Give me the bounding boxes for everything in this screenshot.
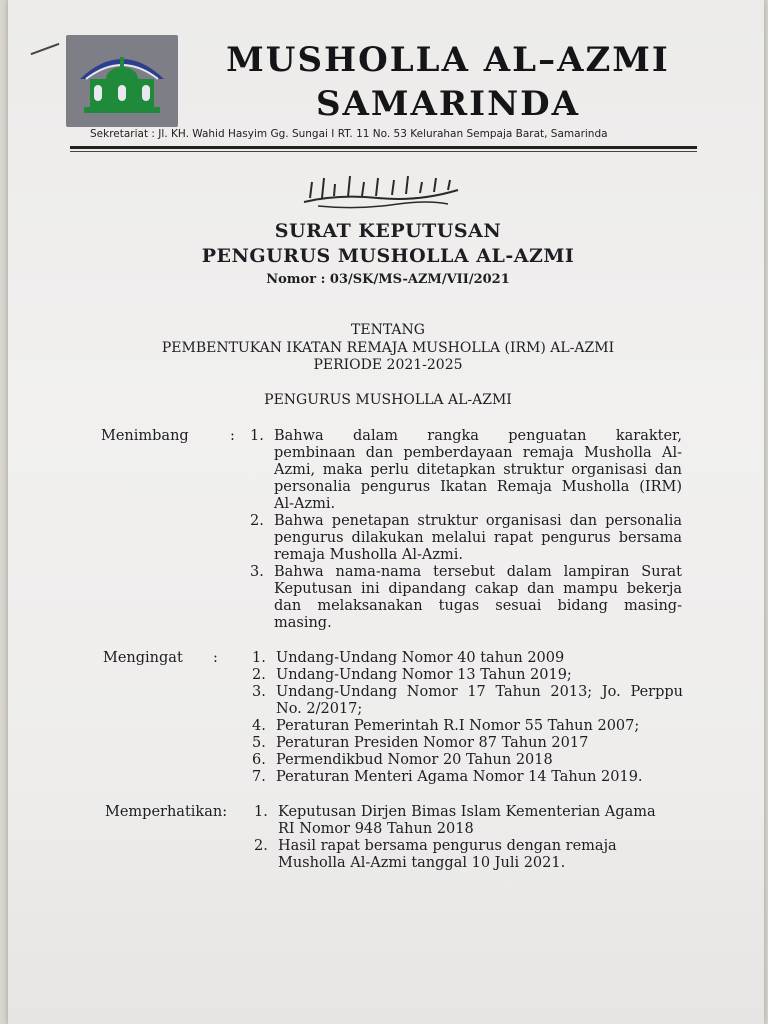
memperhatikan-item-line: Hasil rapat bersama pengurus dengan remaja — [278, 838, 617, 854]
mengingat-item-number: 7. — [252, 769, 266, 785]
menimbang-item-line: Keputusan ini dipandang cakap dan mampu bekerja — [274, 581, 682, 597]
mengingat-item-line: Peraturan Pemerintah R.I Nomor 55 Tahun 2007; — [276, 718, 640, 734]
mengingat-item-line: Permendikbud Nomor 20 Tahun 2018 — [276, 752, 553, 768]
menimbang-label: Menimbang — [101, 428, 189, 444]
org-name-line2: SAMARINDA — [315, 84, 581, 124]
mengingat-item-line: No. 2/2017; — [276, 701, 363, 717]
mengingat-item-number: 1. — [252, 650, 266, 666]
memperhatikan-label: Memperhatikan: — [105, 804, 228, 820]
mengingat-item-number: 6. — [252, 752, 266, 768]
musholla-logo — [66, 35, 178, 127]
menimbang-item-line: remaja Musholla Al-Azmi. — [274, 547, 463, 563]
decree-title: SURAT KEPUTUSAN — [274, 220, 502, 242]
memperhatikan-item-number: 1. — [254, 804, 268, 820]
mengingat-item-line: Undang-Undang Nomor 13 Tahun 2019; — [276, 667, 572, 683]
menimbang-item-line: Bahwa penetapan struktur organisasi dan personalia — [274, 513, 682, 529]
mengingat-item-line: Undang-Undang Nomor 40 tahun 2009 — [276, 650, 565, 666]
menimbang-item-number: 2. — [250, 513, 264, 529]
mengingat-colon: : — [213, 650, 218, 666]
menimbang-item-line: pengurus dilakukan melalui rapat pengurus bersama — [274, 530, 682, 546]
decree-number: Nomor : 03/SK/MS-AZM/VII/2021 — [266, 272, 510, 287]
staple-mark — [31, 43, 60, 55]
letterhead-rule-thick — [70, 146, 697, 149]
org-name-line1: MUSHOLLA AL–AZMI — [226, 40, 670, 80]
letterhead-rule-thin — [70, 151, 697, 152]
menimbang-item-line: masing. — [274, 615, 332, 631]
mengingat-item-number: 2. — [252, 667, 266, 683]
memperhatikan-item-line: RI Nomor 948 Tahun 2018 — [278, 821, 474, 837]
menimbang-item-number: 1. — [250, 428, 264, 444]
menimbang-item-line: Bahwa nama-nama tersebut dalam lampiran Surat — [274, 564, 682, 580]
document-page — [8, 0, 764, 1024]
menimbang-item-line: dan melaksanakan tugas sesuai bidang masing- — [274, 598, 682, 614]
about-heading: TENTANG — [351, 322, 425, 338]
issuer-heading: PENGURUS MUSHOLLA AL-AZMI — [264, 392, 512, 408]
subject-line-2: PERIODE 2021-2025 — [313, 357, 463, 373]
memperhatikan-item-number: 2. — [254, 838, 268, 854]
memperhatikan-item-line: Musholla Al-Azmi tanggal 10 Juli 2021. — [278, 855, 566, 871]
mengingat-item-line: Undang-Undang Nomor 17 Tahun 2013; Jo. Perppu — [276, 684, 683, 700]
decree-issuer-title: PENGURUS MUSHOLLA AL-AZMI — [201, 245, 575, 267]
mengingat-item-line: Peraturan Menteri Agama Nomor 14 Tahun 2019. — [276, 769, 643, 785]
menimbang-item-line: pembinaan dan pemberdayaan remaja Musholla Al- — [274, 445, 682, 461]
secretariat-address: Sekretariat : Jl. KH. Wahid Hasyim Gg. Sungai I RT. 11 No. 53 Kelurahan Sempaja Barat, Samarinda — [90, 128, 608, 140]
mengingat-item-number: 3. — [252, 684, 266, 700]
menimbang-item-line: Al-Azmi. — [274, 496, 336, 512]
mengingat-label: Mengingat — [103, 650, 183, 666]
menimbang-item-number: 3. — [250, 564, 264, 580]
bismillah-calligraphy — [298, 168, 468, 212]
menimbang-item-line: Bahwa dalam rangka penguatan karakter, — [274, 428, 682, 444]
menimbang-colon: : — [230, 428, 235, 444]
menimbang-item-line: personalia pengurus Ikatan Remaja Musholla (IRM) — [274, 479, 682, 495]
mengingat-item-number: 4. — [252, 718, 266, 734]
mengingat-item-line: Peraturan Presiden Nomor 87 Tahun 2017 — [276, 735, 589, 751]
subject-line-1: PEMBENTUKAN IKATAN REMAJA MUSHOLLA (IRM) AL-AZMI — [161, 340, 615, 356]
mengingat-item-number: 5. — [252, 735, 266, 751]
menimbang-item-line: Azmi, maka perlu ditetapkan struktur organisasi dan — [274, 462, 682, 478]
memperhatikan-item-line: Keputusan Dirjen Bimas Islam Kementerian Agama — [278, 804, 656, 820]
